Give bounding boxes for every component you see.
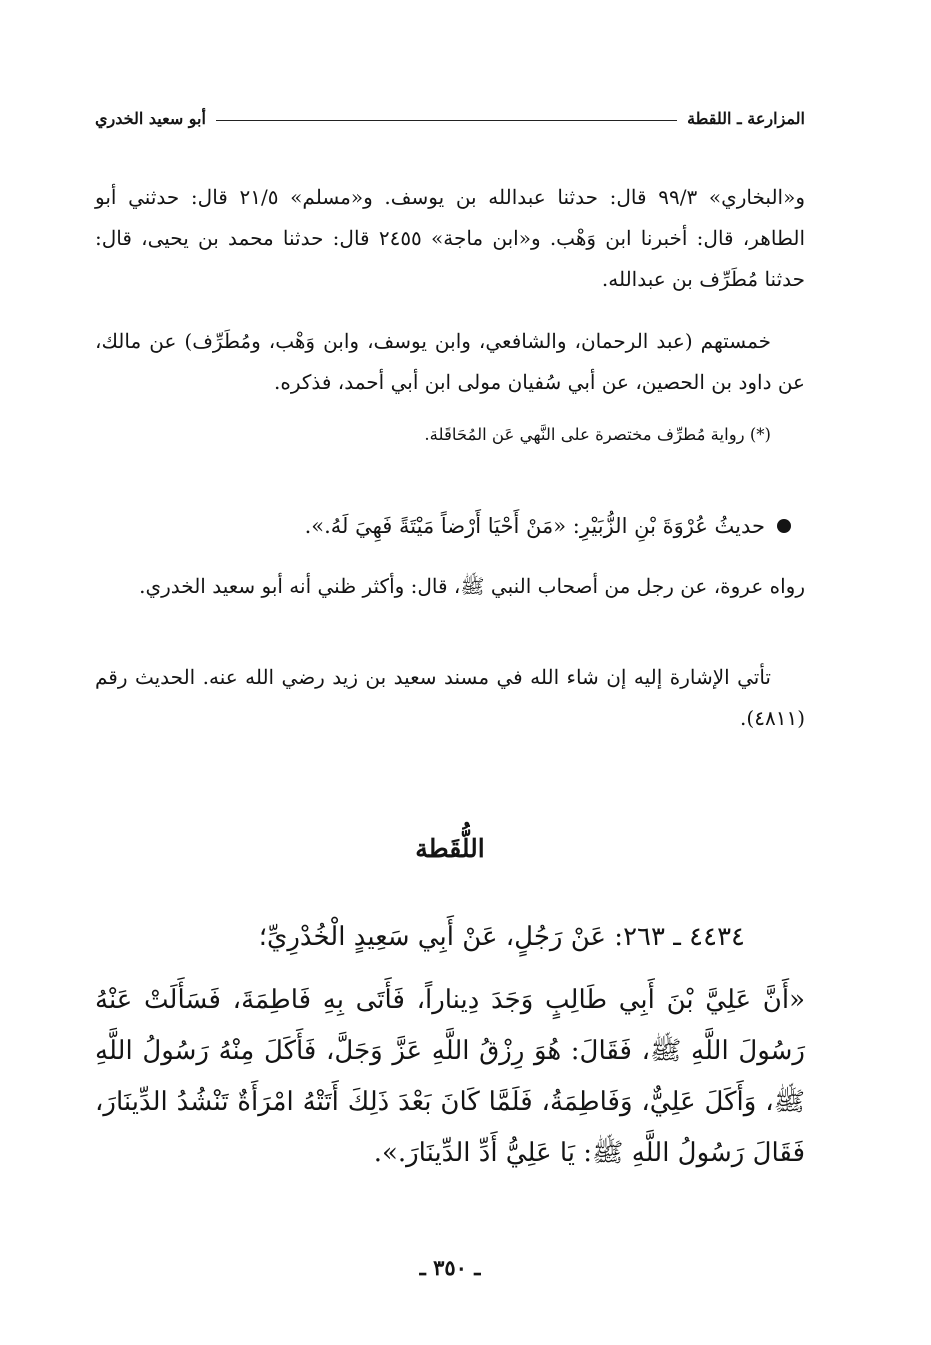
bullet-hadith-text: حديثُ عُرْوَةَ بْنِ الزُّبَيْرِ: «مَنْ أَحْيَا أَرْضاً مَيْتَةً فَهِيَ لَهُ.».: [304, 514, 765, 538]
book-page: [95, 0, 805, 1345]
header-narrator-title: أبو سعيد الخدري: [95, 108, 206, 128]
page-number: ـ ٣٥٠ ـ: [419, 1255, 481, 1280]
chain-paragraph: خمستهم (عبد الرحمان، والشافعي، وابن يوسف، وابن وَهْب، ومُطَرِّف) عن مالك، عن داود بن الحصين، عن أبي سُفيان مولى ابن أبي أحمد، فذكره.: [95, 329, 805, 394]
hadith-text: «أَنَّ عَلِيَّ بْنَ أَبِي طَالِبٍ وَجَدَ دِيناراً، فَأَتَى بِهِ فَاطِمَةَ، فَسَأَلَتْ عَنْهُ رَسُولَ اللَّهِ ﷺ، فَقَالَ: هُوَ رِزْقُ اللَّهِ عَزَّ وَجَلَّ، فَأَكَلَ مِنْهُ رَسُولُ اللَّهِ ﷺ، وَأَكَلَ عَلِيٌّ، وَفَاطِمَةُ، فَلَمَّا كَانَ بَعْدَ ذَلِكَ أَتَتْهُ امْرَأَةٌ تَنْشُدُ الدِّينَارَ، فَقَالَ رَسُولُ اللَّهِ ﷺ: يَا عَلِيُّ أَدِّ الدِّينَارَ.».: [95, 985, 805, 1168]
header-rule: [216, 120, 677, 121]
header-chapter-title: المزارعة ـ اللقطة: [687, 108, 805, 128]
sources-paragraph: و«البخاري» ٩٩/٣ قال: حدثنا عبدالله بن يوسف. و«مسلم» ٢١/٥ قال: حدثني أبو الطاهر، قال: أخبرنا ابن وَهْب. و«ابن ماجة» ٢٤٥٥ قال: حدثنا محمد بن يحيى، قال: حدثنا مُطَرِّف بن عبدالله.: [95, 185, 805, 291]
bullet-hadith: [95, 506, 805, 546]
reference-paragraph: تأتي الإشارة إليه إن شاء الله في مسند سعيد بن زيد رضي الله عنه. الحديث رقم (٤٨١١).: [95, 665, 805, 730]
hadith-heading: ٤٤٣٤ ـ ٢٦٣: عَنْ رَجُلٍ، عَنْ أَبِي سَعِيدٍ الْخُدْرِيِّ؛: [258, 922, 745, 952]
section-title: اللُّقَطة: [415, 834, 485, 863]
bullet-dot-icon: [777, 519, 791, 533]
running-header: [95, 103, 805, 133]
footnote: (*) رواية مُطرِّف مختصرة على النَّهي عَن المُحَاقَلة.: [424, 425, 771, 444]
riwaya-paragraph: رواه عروة، عن رجل من أصحاب النبي ﷺ، قال: وأكثر ظني أنه أبو سعيد الخدري.: [139, 574, 805, 598]
